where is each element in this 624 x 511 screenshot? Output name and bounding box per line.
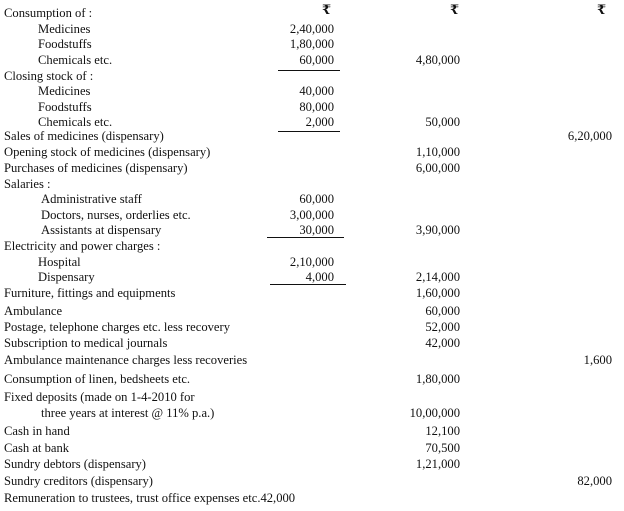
row-value-col2: 1,80,000 xyxy=(415,372,460,386)
row-label: Sundry creditors (dispensary) xyxy=(4,474,153,488)
row-value-col2: 42,000 xyxy=(425,336,460,350)
row-label: Dispensary xyxy=(38,270,95,284)
table-row xyxy=(0,335,624,352)
row-label: Chemicals etc. xyxy=(38,115,113,129)
row-label: Assistants at dispensary xyxy=(41,223,162,237)
row-value-col1: 30,000 xyxy=(299,223,334,237)
table-row xyxy=(0,36,624,53)
table-row xyxy=(0,389,624,406)
table-row xyxy=(0,352,624,369)
row-value-col2: 12,100 xyxy=(425,424,460,438)
row-label: Cash at bank xyxy=(4,441,70,455)
row-value-col1: 3,00,000 xyxy=(289,208,334,222)
row-label: Opening stock of medicines (dispensary) xyxy=(4,145,211,159)
table-row xyxy=(0,83,624,100)
table-row xyxy=(0,5,624,22)
table-row xyxy=(0,303,624,320)
row-value-col1: 1,80,000 xyxy=(289,37,334,51)
row-label: Ambulance maintenance charges less recoveries xyxy=(4,353,248,367)
row-value-col1: 40,000 xyxy=(299,84,334,98)
table-row xyxy=(0,285,624,302)
row-label: Remuneration to trustees, trust office expenses etc.42,000 xyxy=(4,491,296,505)
row-value-col2: 6,00,000 xyxy=(415,161,460,175)
column-header-rupee-2: ₹ xyxy=(450,2,460,17)
row-label: Consumption of : xyxy=(4,6,93,20)
row-value-col2: 1,21,000 xyxy=(415,457,460,471)
row-label: Medicines xyxy=(38,84,91,98)
row-value-col1: 80,000 xyxy=(299,100,334,114)
table-row xyxy=(0,490,624,507)
row-label: Administrative staff xyxy=(41,192,142,206)
table-row xyxy=(0,191,624,208)
row-label: Ambulance xyxy=(4,304,63,318)
table-row xyxy=(0,423,624,440)
row-value-col1: 60,000 xyxy=(299,192,334,206)
table-row xyxy=(0,128,624,145)
row-value-col3: 82,000 xyxy=(577,474,612,488)
row-value-col1: 2,40,000 xyxy=(289,22,334,36)
row-label: Postage, telephone charges etc. less recovery xyxy=(4,320,231,334)
row-label: Consumption of linen, bedsheets etc. xyxy=(4,372,191,386)
table-row xyxy=(0,160,624,177)
row-label: Fixed deposits (made on 1-4-2010 for xyxy=(4,390,195,404)
row-label: Subscription to medical journals xyxy=(4,336,168,350)
row-label: Chemicals etc. xyxy=(38,53,113,67)
row-label: Closing stock of : xyxy=(4,69,94,83)
row-label: Doctors, nurses, orderlies etc. xyxy=(41,208,191,222)
row-value-col3: 1,600 xyxy=(583,353,612,367)
table-row xyxy=(0,238,624,255)
row-value-col1: 4,000 xyxy=(305,270,334,284)
row-value-col2: 1,60,000 xyxy=(415,286,460,300)
column-header-rupee-3: ₹ xyxy=(597,2,607,17)
table-row xyxy=(0,440,624,457)
row-label: Hospital xyxy=(38,255,81,269)
table-row xyxy=(0,456,624,473)
column-header-rupee-1: ₹ xyxy=(322,2,332,17)
row-value-col1: 2,10,000 xyxy=(289,255,334,269)
table-row xyxy=(0,405,624,422)
row-value-col2: 70,500 xyxy=(425,441,460,455)
row-label: Electricity and power charges : xyxy=(4,239,161,253)
row-value-col2: 52,000 xyxy=(425,320,460,334)
row-label: Cash in hand xyxy=(4,424,70,438)
row-value-col1: 2,000 xyxy=(305,115,334,129)
row-value-col2: 50,000 xyxy=(425,115,460,129)
row-value-col3: 6,20,000 xyxy=(567,129,612,143)
row-label: Foodstuffs xyxy=(38,37,92,51)
row-label: Salaries : xyxy=(4,177,51,191)
row-label: Foodstuffs xyxy=(38,100,92,114)
table-row xyxy=(0,319,624,336)
row-label: Purchases of medicines (dispensary) xyxy=(4,161,188,175)
row-label: three years at interest @ 11% p.a.) xyxy=(41,406,215,420)
row-label: Medicines xyxy=(38,22,91,36)
row-label: Sundry debtors (dispensary) xyxy=(4,457,147,471)
table-row xyxy=(0,473,624,490)
row-value-col2: 10,00,000 xyxy=(409,406,460,420)
row-value-col2: 4,80,000 xyxy=(415,53,460,67)
row-label: Sales of medicines (dispensary) xyxy=(4,129,164,143)
row-value-col2: 60,000 xyxy=(425,304,460,318)
row-value-col2: 2,14,000 xyxy=(415,270,460,284)
row-value-col2: 3,90,000 xyxy=(415,223,460,237)
table-row xyxy=(0,144,624,161)
row-value-col2: 1,10,000 xyxy=(415,145,460,159)
table-row xyxy=(0,371,624,388)
table-row xyxy=(0,52,624,69)
row-value-col1: 60,000 xyxy=(299,53,334,67)
row-label: Furniture, fittings and equipments xyxy=(4,286,176,300)
